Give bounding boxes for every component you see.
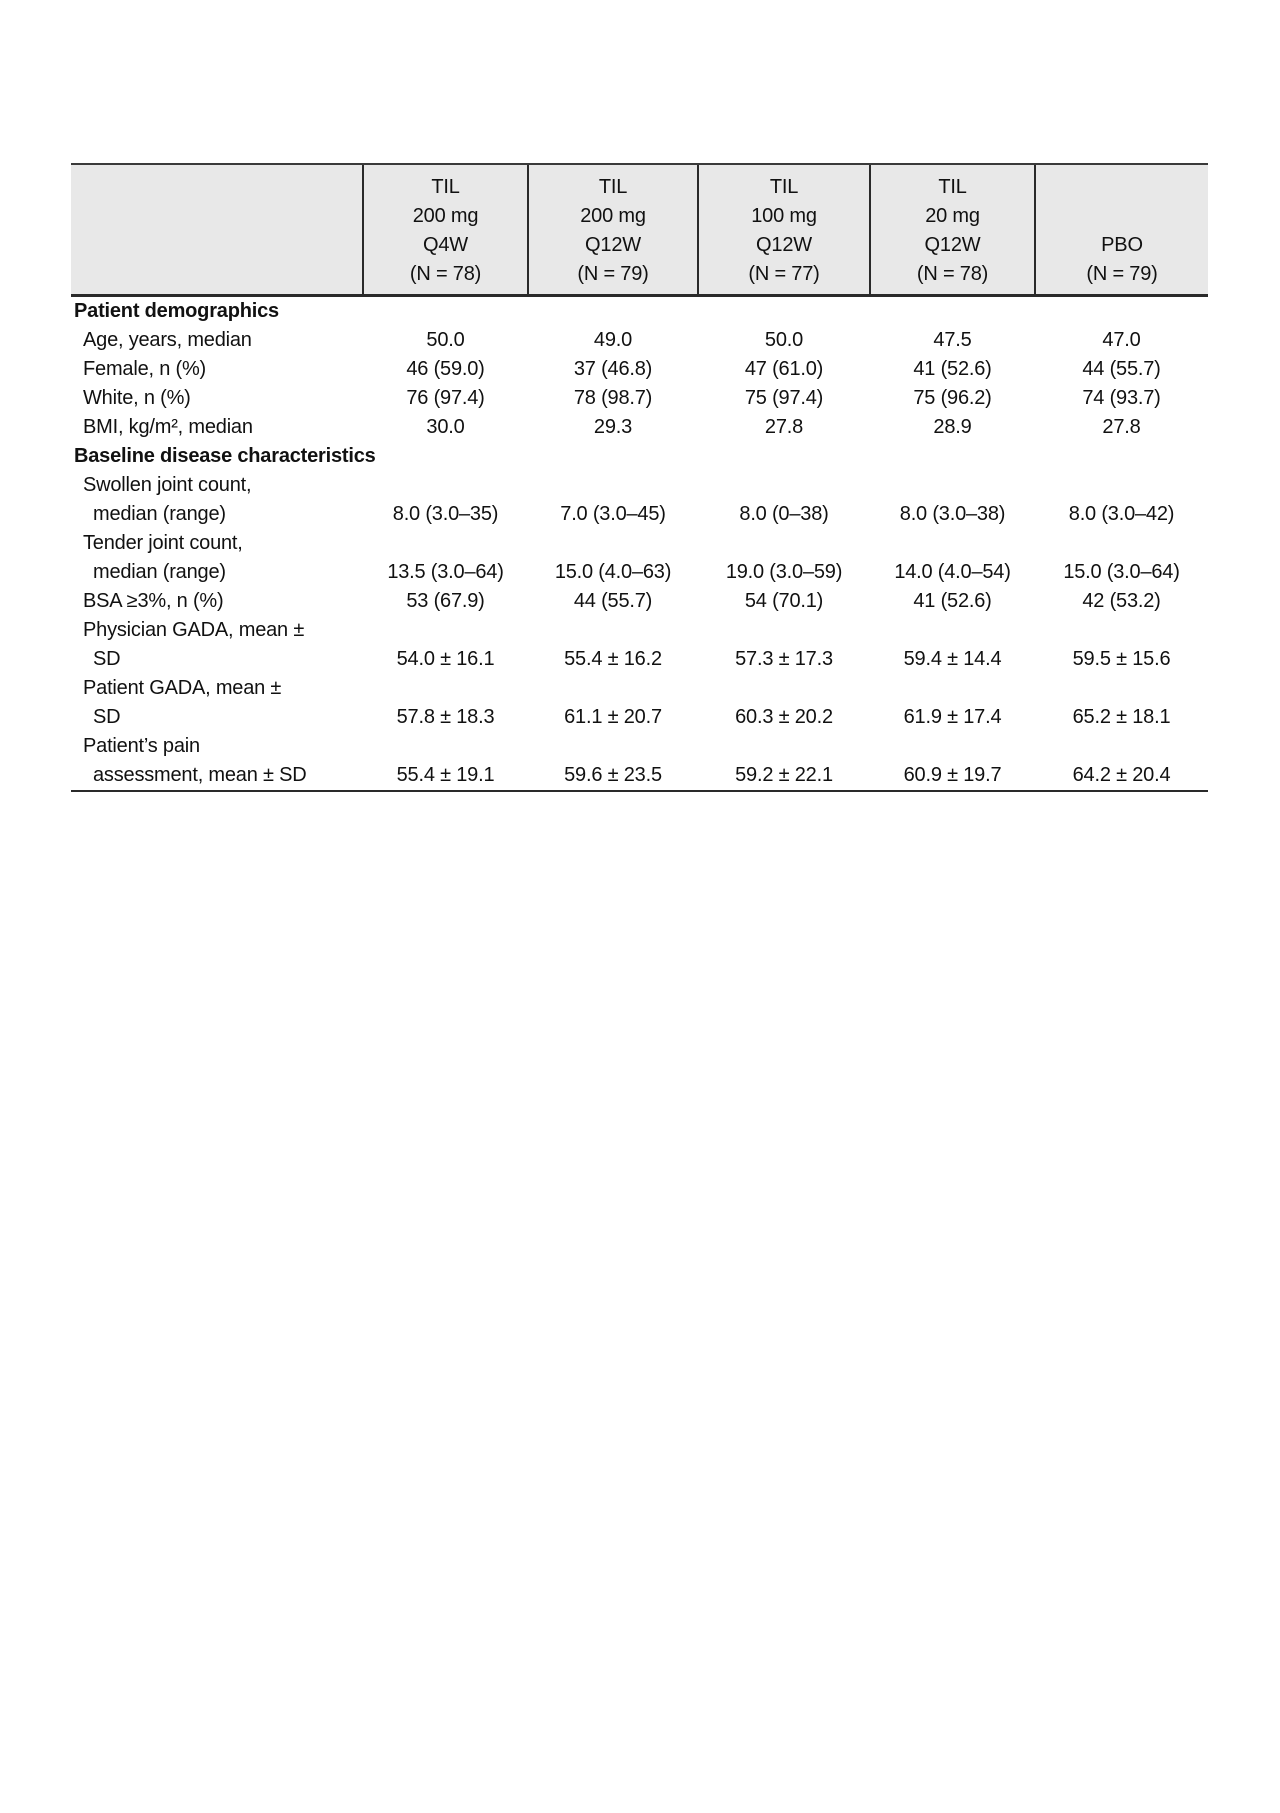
cell: 41 (52.6) bbox=[913, 358, 992, 380]
table-row bbox=[71, 384, 1208, 413]
header-line: TIL bbox=[598, 176, 628, 198]
row-label: Age, years, median bbox=[83, 329, 252, 351]
cell: 53 (67.9) bbox=[406, 590, 485, 612]
header-line: 200 mg bbox=[412, 205, 479, 227]
cell: 15.0 (3.0–64) bbox=[1063, 561, 1180, 583]
row-label-line2: SD bbox=[93, 648, 121, 670]
table-row bbox=[71, 471, 1208, 529]
table-row bbox=[71, 326, 1208, 355]
header-line: Q4W bbox=[423, 234, 468, 256]
section-row-baseline-disease-characteristics bbox=[71, 442, 1208, 471]
cell: 60.3 ± 20.2 bbox=[735, 706, 833, 728]
row-label-line1: Patient’s pain bbox=[83, 735, 200, 757]
cell: 75 (96.2) bbox=[913, 387, 992, 409]
header-line: TIL bbox=[769, 176, 799, 198]
cell: 15.0 (4.0–63) bbox=[554, 561, 672, 583]
row-label: White, n (%) bbox=[83, 387, 191, 409]
cell: 42 (53.2) bbox=[1082, 590, 1161, 612]
cell: 50.0 bbox=[764, 329, 804, 351]
cell: 61.1 ± 20.7 bbox=[564, 706, 662, 728]
row-label-line1: Patient GADA, mean ± bbox=[83, 677, 282, 699]
header-line: (N = 79) bbox=[577, 263, 649, 285]
cell: 28.9 bbox=[933, 416, 972, 438]
column-header-empty bbox=[71, 164, 363, 296]
row-label-line1: Tender joint count, bbox=[83, 532, 243, 554]
cell: 8.0 (3.0–38) bbox=[899, 503, 1006, 525]
cell: 50.0 bbox=[426, 329, 465, 351]
row-label-line2: median (range) bbox=[93, 503, 226, 525]
cell: 59.2 ± 22.1 bbox=[698, 732, 870, 791]
header-row bbox=[71, 164, 1208, 296]
table-row bbox=[71, 674, 1208, 732]
row-label: BSA ≥3%, n (%) bbox=[83, 590, 224, 612]
cell: 64.2 ± 20.4 bbox=[1035, 732, 1208, 791]
header-line: (N = 78) bbox=[409, 263, 482, 285]
cell: 19.0 (3.0–59) bbox=[725, 561, 843, 583]
cell: 8.0 (3.0–35) bbox=[392, 503, 499, 525]
cell: 46 (59.0) bbox=[406, 358, 485, 380]
header-line: (N = 79) bbox=[1086, 263, 1158, 285]
row-label-line1: Swollen joint count, bbox=[83, 474, 252, 496]
cell: 59.4 ± 14.4 bbox=[903, 648, 1002, 670]
row-label: BMI, kg/m², median bbox=[83, 416, 253, 438]
cell: 37 (46.8) bbox=[573, 358, 653, 380]
header-line: 20 mg bbox=[925, 205, 980, 227]
cell: 74 (93.7) bbox=[1082, 387, 1161, 409]
cell: 75 (97.4) bbox=[744, 387, 824, 409]
section-label: Patient demographics bbox=[74, 300, 279, 322]
cell: 14.0 (4.0–54) bbox=[894, 561, 1011, 583]
cell: 57.8 ± 18.3 bbox=[396, 706, 495, 728]
cell: 54 (70.1) bbox=[744, 590, 824, 612]
header-line: (N = 78) bbox=[916, 263, 989, 285]
table-row bbox=[71, 355, 1208, 384]
cell: 55.4 ± 16.2 bbox=[564, 648, 662, 670]
column-header-til-200-q12w bbox=[528, 164, 698, 296]
table-row bbox=[71, 413, 1208, 442]
cell: 13.5 (3.0–64) bbox=[387, 561, 504, 583]
cell: 44 (55.7) bbox=[573, 590, 653, 612]
cell: 47.0 bbox=[1102, 329, 1141, 351]
header-line: 100 mg bbox=[751, 205, 817, 227]
cell: 27.8 bbox=[1102, 416, 1141, 438]
cell: 65.2 ± 18.1 bbox=[1072, 706, 1171, 728]
cell: 78 (98.7) bbox=[573, 387, 653, 409]
table-row bbox=[71, 616, 1208, 674]
table-row bbox=[71, 732, 1208, 791]
table-row bbox=[71, 587, 1208, 616]
cell: 8.0 (3.0–42) bbox=[1068, 503, 1175, 525]
header-line: Q12W bbox=[585, 234, 641, 256]
cell: 47 (61.0) bbox=[744, 358, 824, 380]
header-line: PBO bbox=[1101, 234, 1143, 256]
cell: 76 (97.4) bbox=[406, 387, 485, 409]
row-label-line2: median (range) bbox=[93, 561, 226, 583]
cell: 44 (55.7) bbox=[1082, 358, 1161, 380]
cell: 8.0 (0–38) bbox=[739, 503, 829, 525]
cell: 59.5 ± 15.6 bbox=[1072, 648, 1171, 670]
row-label bbox=[71, 529, 363, 587]
row-label bbox=[71, 616, 363, 674]
document-page-table-area bbox=[71, 163, 1208, 792]
cell: 49.0 bbox=[593, 329, 633, 351]
table-row bbox=[71, 529, 1208, 587]
column-header-pbo bbox=[1035, 164, 1208, 296]
row-label bbox=[71, 471, 363, 529]
header-line: TIL bbox=[431, 176, 460, 198]
cell: 59.6 ± 23.5 bbox=[528, 732, 698, 791]
cell: 29.3 bbox=[593, 416, 633, 438]
header-line: TIL bbox=[938, 176, 967, 198]
column-header-til-100-q12w bbox=[698, 164, 870, 296]
header-line: Q12W bbox=[756, 234, 812, 256]
row-label-line2: assessment, mean ± SD bbox=[93, 764, 307, 786]
cell: 55.4 ± 19.1 bbox=[363, 732, 528, 791]
cell: 7.0 (3.0–45) bbox=[560, 503, 666, 525]
cell: 47.5 bbox=[933, 329, 972, 351]
header-line: Q12W bbox=[924, 234, 981, 256]
row-label-line2: SD bbox=[93, 706, 121, 728]
column-header-til-20-q12w bbox=[870, 164, 1035, 296]
row-label bbox=[71, 674, 363, 732]
row-label: Female, n (%) bbox=[83, 358, 206, 380]
baseline-characteristics-table bbox=[71, 163, 1208, 792]
header-line: (N = 77) bbox=[748, 263, 820, 285]
section-row-patient-demographics bbox=[71, 296, 1208, 327]
cell: 57.3 ± 17.3 bbox=[735, 648, 833, 670]
header-line: 200 mg bbox=[580, 205, 646, 227]
section-label: Baseline disease characteristics bbox=[74, 445, 376, 467]
cell: 27.8 bbox=[764, 416, 804, 438]
cell: 41 (52.6) bbox=[913, 590, 992, 612]
cell: 54.0 ± 16.1 bbox=[396, 648, 495, 670]
row-label-line1: Physician GADA, mean ± bbox=[83, 619, 305, 641]
column-header-til-200-q4w bbox=[363, 164, 528, 296]
cell: 30.0 bbox=[426, 416, 465, 438]
cell: 60.9 ± 19.7 bbox=[870, 732, 1035, 791]
row-label bbox=[71, 732, 363, 791]
cell: 61.9 ± 17.4 bbox=[903, 706, 1002, 728]
